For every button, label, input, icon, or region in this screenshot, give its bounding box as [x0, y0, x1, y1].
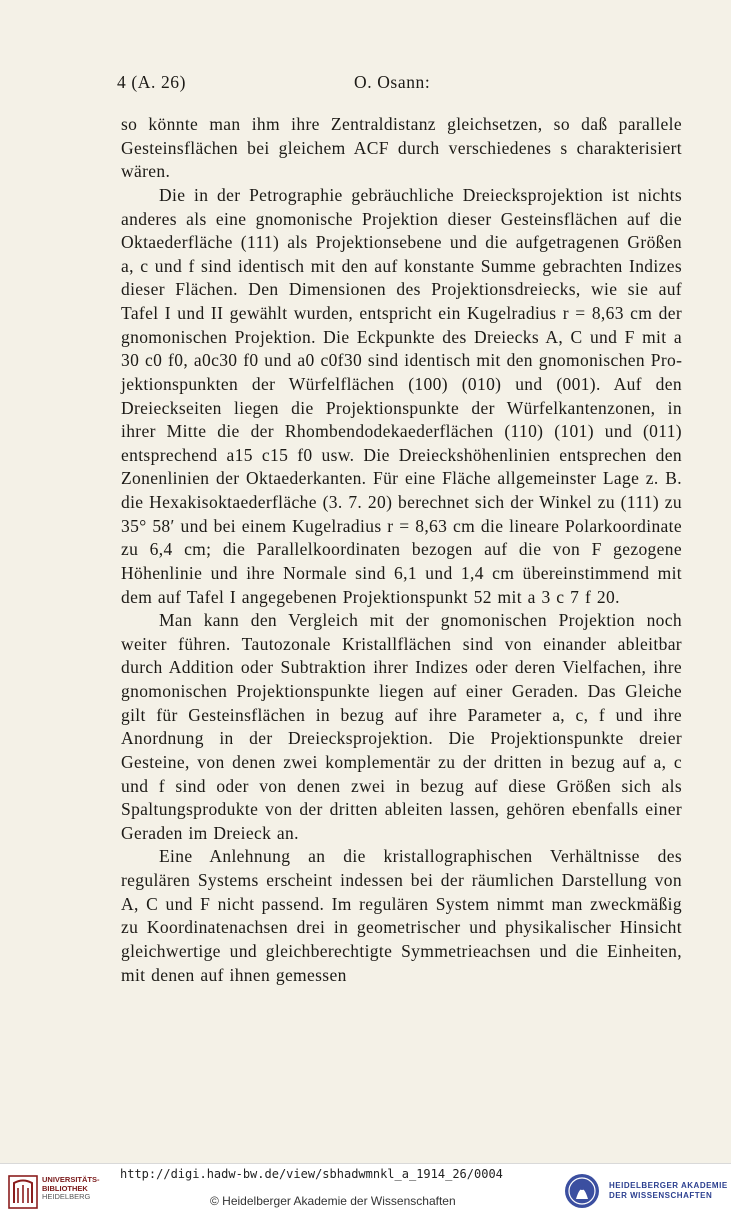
footer-bar [0, 1163, 731, 1217]
permalink-url[interactable]: http://digi.hadw-bw.de/view/sbhadwmnkl_a_1914_26/0004 [120, 1167, 503, 1181]
running-head [117, 72, 682, 98]
academy-seal-icon [563, 1171, 601, 1211]
library-logo-line: UNIVERSITÄTS- [42, 1175, 100, 1184]
paragraph: Man kann den Vergleich mit der gnomonischen Projektion noch weiter führen. Tautozonale Kristallflächen sind von einander ableitbar durch Addition oder Subtraktion ihrer Indizes oder deren Vielfachen, ihre gnomonischen Projektionspunkte liegen auf einer Geraden. Das Gleiche gilt für Gesteinsflächen in bezug auf ihre Parameter a, c, f und ihre Anordnung in der Dreiecksprojektion. Die Projektionspunkte dreier Gesteine, von denen zwei komplementär zu der dritten in bezug auf a, c und f sind oder von denen zwei in bezug auf diese Größen sich als Spaltungsprodukte von der dritten ableiten lassen, gehören ebenfalls einer Geraden im Dreieck an. [121, 610, 682, 843]
paragraph: so könnte man ihm ihre Zentraldistanz gleichsetzen, so daß parallele Gesteinsflächen bei gleichem ACF durch verschiedenes s charakterisiert wären. [121, 114, 682, 182]
paragraph: Die in der Petrographie gebräuchliche Dreiecksprojektion ist nichts anderes als eine gnomonische Projektion dieser Gesteinsflächen auf die Oktaederfläche (111) als Projektionsebene und die aufgetragenen Größen a, c und f sind identisch mit den auf konstante Summe gebrachten Indizes dieser Flächen. Den Dimensionen des Projektionsdreiecks, wie sie auf Tafel I und II gewählt wurden, entspricht ein Kugelradius r = 8,63 cm der gnomonischen Projektion. Die Eckpunkte des Dreiecks A, C und F mit a 30 c0 f0, a0c30 f0 und a0 c0f30 sind identisch mit den gnomonischen Projektionspunkten der Würfelflächen (100) (010) und (001). Auf den Dreieckseiten liegen die Projektionspunkte der Würfelkantenzonen, in ihrer Mitte die der Rhombendodekaederflächen (110) (101) und (011) entsprechend a15 c15 f0 usw. Die Dreieckshöhenlinien entsprechen den Zonenlinien der Oktaederkanten. Für eine Fläche allgemeinster Lage z. B. die Hexakisoktaederfläche (3. 7. 20) berechnet sich der Winkel zu (111) zu 35° 58′ und bei einem Kugelradius r = 8,63 cm die lineare Polarkoordinate zu 6,4 cm; die Parallelkoordinaten bezogen auf die von F gezogene Höhenlinie und ihre Normale sind 6,1 und 1,4 cm übereinstimmend mit dem auf Tafel I angegebenen Projektionspunkt 52 mit a 3 c 7 f 20. [121, 184, 682, 607]
library-logo-line: BIBLIOTHEK [42, 1183, 88, 1193]
paragraph: Eine Anlehnung an die kristallographischen Verhältnisse des regulären Systems erscheint indessen bei der räumlichen Darstellung von A, C und F nicht passend. Im regulären System nimmt man zweckmäßig zu Koordinatenachsen drei in geometrischer und physikalischer Hinsicht gleichwertige und gleichberechtigte Symmetrieachsen und die Einheiten, mit denen auf ihnen gemessen [121, 846, 682, 985]
page-number: 4 (A. 26) [117, 72, 187, 92]
academy-logo-line: HEIDELBERGER AKADEMIE [609, 1181, 728, 1190]
copyright-notice: © Heidelberger Akademie der Wissenschaften [210, 1194, 456, 1208]
running-head-author: O. Osann: [354, 72, 431, 92]
university-library-logo[interactable] [8, 1173, 108, 1211]
body-text [121, 113, 682, 987]
university-library-logo-icon [8, 1175, 38, 1209]
academy-logo-line: DER WISSENSCHAFTEN [609, 1191, 713, 1200]
academy-logo[interactable] [563, 1169, 728, 1213]
library-logo-line: HEIDELBERG [42, 1192, 91, 1201]
